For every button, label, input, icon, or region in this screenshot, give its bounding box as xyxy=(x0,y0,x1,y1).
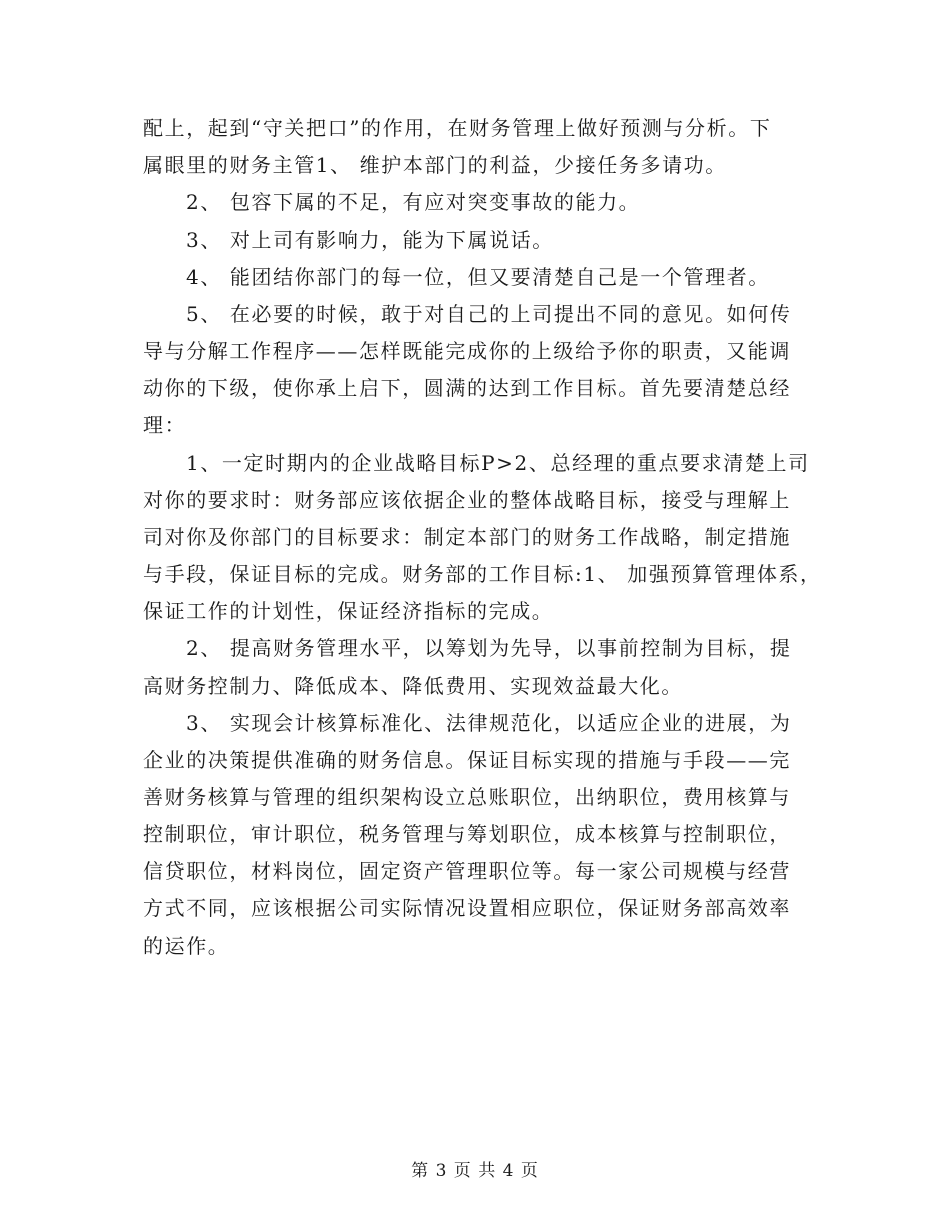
text-line: 3、 实现会计核算标准化、法律规范化，以适应企业的进展，为 xyxy=(186,711,792,735)
text-line: 2、 包容下属的不足，有应对突变事故的能力。 xyxy=(186,190,641,214)
text-line: 导与分解工作程序——怎样既能完成你的上级给予你的职责，又能调 xyxy=(143,339,791,363)
text-line: 配上，起到“守关把口”的作用，在财务管理上做好预测与分析。下 xyxy=(143,116,772,140)
text-line: 4、 能团结你部门的每一位，但又要清楚自己是一个管理者。 xyxy=(186,265,770,289)
text-line: 控制职位，审计职位，税务管理与筹划职位，成本核算与控制职位， xyxy=(143,822,791,846)
text-line: 方式不同，应该根据公司实际情况设置相应职位，保证财务部高效率 xyxy=(143,896,791,920)
text-line: 1、一定时期内的企业战略目标P>2、总经理的重点要求清楚上司 xyxy=(186,451,810,475)
text-line: 动你的下级，使你承上启下，圆满的达到工作目标。首先要清楚总经 xyxy=(143,376,791,400)
text-line: 保证工作的计划性，保证经济指标的完成。 xyxy=(143,599,554,623)
text-line: 2、 提高财务管理水平，以筹划为先导，以事前控制为目标，提 xyxy=(186,636,792,660)
text-line: 5、 在必要的时候，敢于对自己的上司提出不同的意见。如何传 xyxy=(186,302,792,326)
text-line: 信贷职位，材料岗位，固定资产管理职位等。每一家公司规模与经营 xyxy=(143,859,791,883)
text-line: 司对你及你部门的目标要求：制定本部门的财务工作战略，制定措施 xyxy=(143,525,791,549)
text-line: 高财务控制力、降低成本、降低费用、实现效益最大化。 xyxy=(143,674,683,698)
text-line: 企业的决策提供准确的财务信息。保证目标实现的措施与手段——完 xyxy=(143,748,791,772)
text-line: 善财务核算与管理的组织架构设立总账职位，出纳职位，费用核算与 xyxy=(143,785,791,809)
text-line: 与手段，保证目标的完成。财务部的工作目标:1、 加强预算管理体系， xyxy=(143,562,822,586)
text-line: 的运作。 xyxy=(143,934,230,958)
text-line: 属眼里的财务主管1、 维护本部门的利益，少接任务多请功。 xyxy=(143,153,727,177)
text-line: 理： xyxy=(143,413,187,437)
text-line: 对你的要求时：财务部应该依据企业的整体战略目标，接受与理解上 xyxy=(143,488,791,512)
text-line: 3、 对上司有影响力，能为下属说话。 xyxy=(186,228,554,252)
page-number: 第 3 页 共 4 页 xyxy=(411,1161,539,1181)
